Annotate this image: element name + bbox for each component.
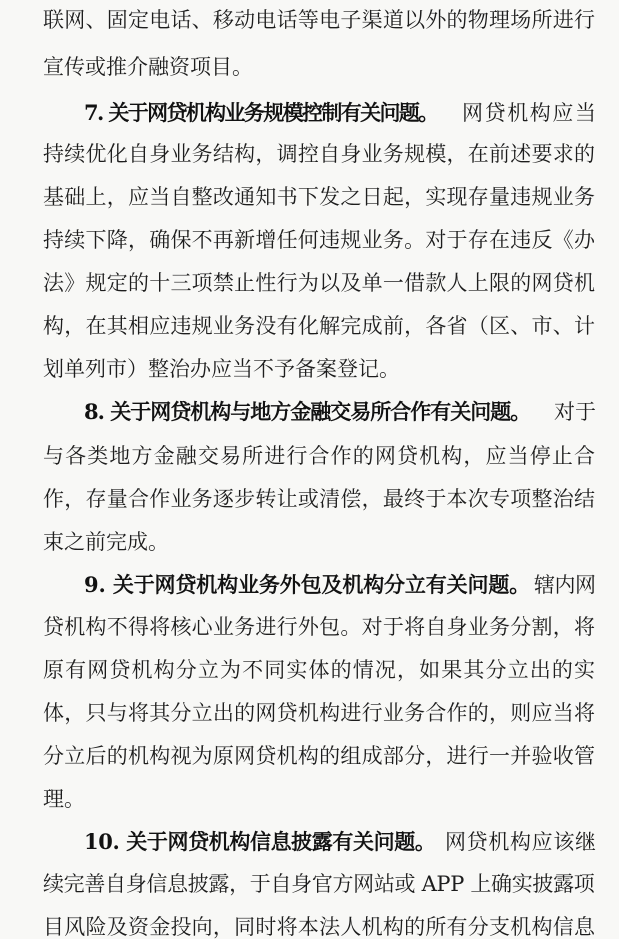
paragraph-line: 贷机构不得将核心业务进行外包。对于将自身业务分割，将 xyxy=(43,615,596,639)
section-9-heading: 9. 关于网贷机构业务外包及机构分立有关问题。 xyxy=(84,572,531,597)
paragraph-line: 网贷机构应当 xyxy=(462,101,598,125)
paragraph-line: 持续优化自身业务结构，调控自身业务规模，在前述要求的 xyxy=(43,142,596,166)
paragraph-line: 联网、固定电话、移动电话等电子渠道以外的物理场所进行 xyxy=(43,8,596,32)
paragraph-line: 辖内网 xyxy=(534,573,596,597)
paragraph-line: 宣传或推介融资项目。 xyxy=(43,55,253,79)
paragraph-line: 体，只与将其分立出的网贷机构进行业务合作的，则应当将 xyxy=(43,701,596,725)
paragraph-line: 作，存量合作业务逐步转让或清偿，最终于本次专项整治结 xyxy=(43,487,596,511)
section-8-heading: 8. 关于网贷机构与地方金融交易所合作有关问题。 xyxy=(84,399,531,424)
paragraph-line: 构，在其相应违规业务没有化解完成前，各省（区、市、计 xyxy=(43,314,596,338)
paragraph-line: 理。 xyxy=(43,787,85,811)
paragraph-line: 分立后的机构视为原网贷机构的组成部分，进行一并验收管 xyxy=(43,744,596,768)
paragraph-line: 续完善自身信息披露，于自身官方网站或 APP 上确实披露项 xyxy=(43,872,595,896)
section-10-heading: 10. 关于网贷机构信息披露有关问题。 xyxy=(84,829,436,854)
section-7-heading: 7. 关于网贷机构业务规模控制有关问题。 xyxy=(84,100,438,125)
paragraph-line: 基础上，应当自整改通知书下发之日起，实现存量违规业务 xyxy=(43,185,596,209)
paragraph-line: 对于 xyxy=(554,400,596,424)
paragraph-line: 法》规定的十三项禁止性行为以及单一借款人上限的网贷机 xyxy=(43,271,596,295)
paragraph-line: 网贷机构应该继 xyxy=(445,830,597,854)
paragraph-line: 目风险及资金投向，同时将本法人机构的所有分支机构信息 xyxy=(43,915,596,939)
paragraph-line: 原有网贷机构分立为不同实体的情况，如果其分立出的实 xyxy=(43,658,597,682)
paragraph-line: 束之前完成。 xyxy=(43,530,169,554)
paragraph-line: 与各类地方金融交易所进行合作的网贷机构，应当停止合 xyxy=(43,444,597,468)
paragraph-line: 持续下降，确保不再新增任何违规业务。对于存在违反《办 xyxy=(43,228,596,252)
paragraph-line: 划单列市）整治办应当不予备案登记。 xyxy=(43,357,400,381)
